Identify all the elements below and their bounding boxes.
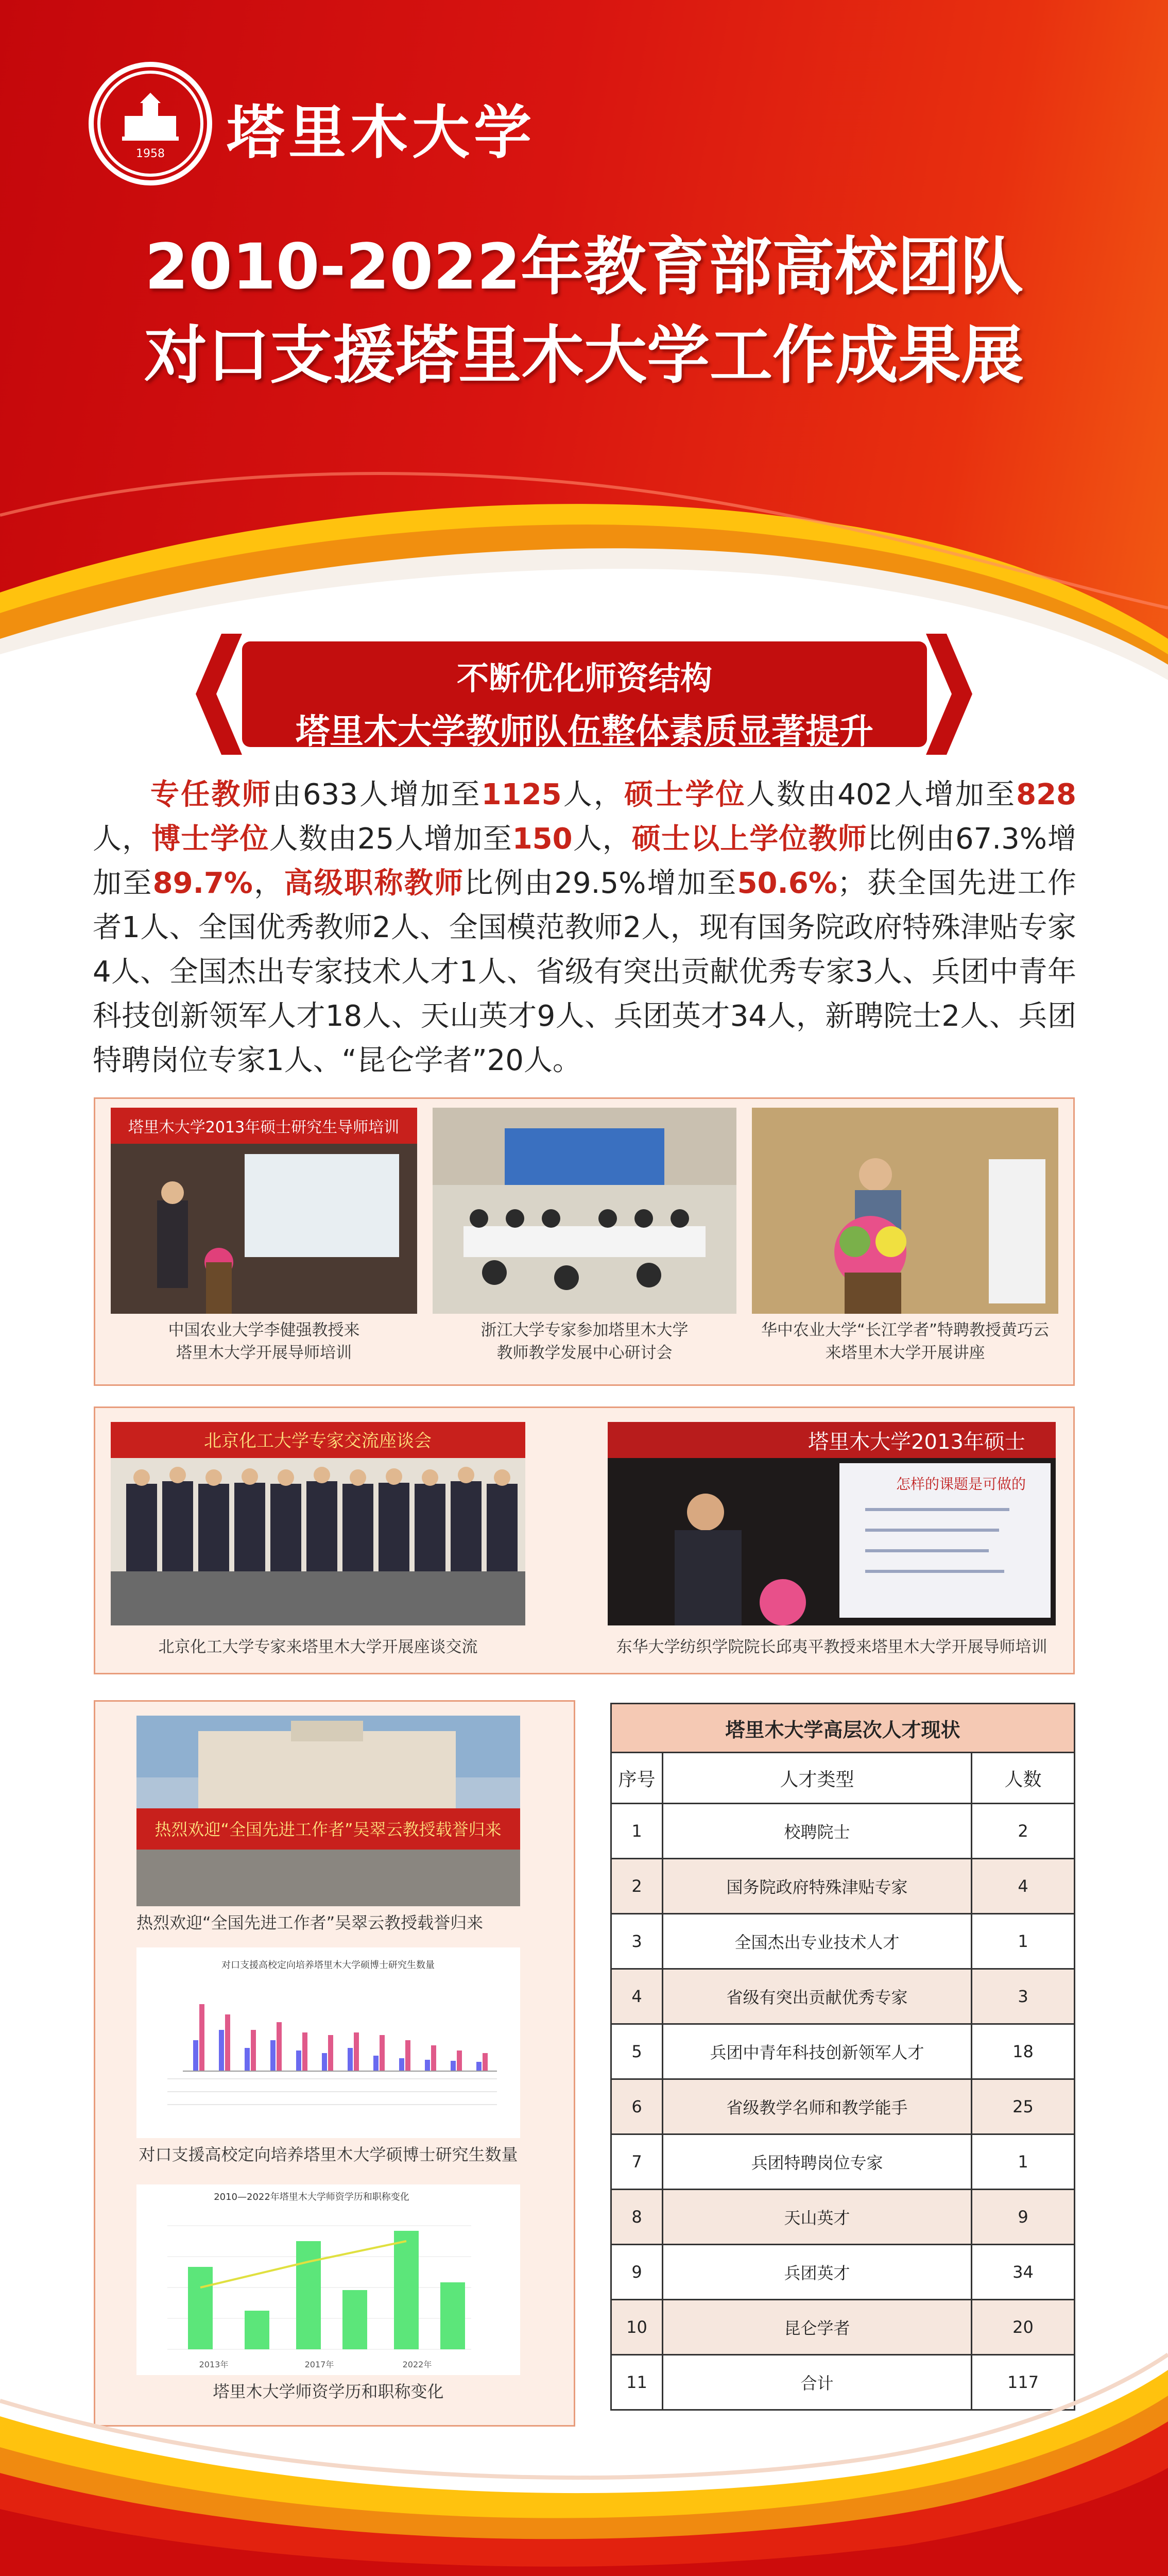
cell-type: 校聘院士 xyxy=(663,1804,972,1859)
caption-line1: 中国农业大学李健强教授来 xyxy=(168,1321,360,1340)
intro-seg: ， xyxy=(252,867,284,900)
cell-index: 6 xyxy=(611,2079,663,2134)
chart-title: 对口支援高校定向培养塔里木大学硕博士研究生数量 xyxy=(221,1960,435,1971)
photo-caption: 热烈欢迎“全国先进工作者”吴翠云教授载誉归来 xyxy=(136,1913,484,1933)
intro-seg: 1125 xyxy=(481,778,562,811)
footer-wave-decoration xyxy=(0,2339,1168,2576)
intro-seg: 人， xyxy=(572,822,632,856)
intro-seg: 828 xyxy=(1016,778,1077,811)
cell-index: 7 xyxy=(611,2134,663,2190)
cell-count: 117 xyxy=(972,2355,1075,2410)
cell-type: 昆仑学者 xyxy=(663,2300,972,2355)
photo-caption: 塔里木大学师资学历和职称变化 xyxy=(213,2382,444,2401)
photo-caption xyxy=(433,1319,736,1364)
cell-type: 兵团特聘岗位专家 xyxy=(663,2134,972,2190)
cell-index: 4 xyxy=(611,1969,663,2024)
table-row xyxy=(611,1804,1075,1859)
table-title: 塔里木大学高层次人才现状 xyxy=(611,1704,1075,1753)
photo-seminar-room xyxy=(433,1108,736,1314)
cell-index: 3 xyxy=(611,1914,663,1969)
intro-seg: 人， xyxy=(93,822,152,856)
x-axis-label: 2017年 xyxy=(304,2360,334,2369)
table-row xyxy=(611,2245,1075,2300)
cell-index: 11 xyxy=(611,2355,663,2410)
photo-banner-text: 塔里木大学2013年硕士 xyxy=(808,1430,1025,1454)
cell-count: 25 xyxy=(972,2079,1075,2134)
cell-index: 2 xyxy=(611,1859,663,1914)
photo-tutor-training xyxy=(608,1422,1056,1625)
talent-table xyxy=(610,1703,1075,2411)
section-banner-line1: 不断优化师资结构 xyxy=(456,659,712,697)
cell-count: 20 xyxy=(972,2300,1075,2355)
photo-group-forum xyxy=(111,1422,525,1625)
intro-seg: 硕士学位 xyxy=(624,778,746,811)
cell-count: 2 xyxy=(972,1804,1075,1859)
photo-banner-text: 塔里木大学2013年硕士研究生导师培训 xyxy=(128,1118,400,1137)
caption-line1: 华中农业大学“长江学者”特聘教授黄巧云 xyxy=(761,1321,1050,1340)
slide-title-text: 怎样的课题是可做的 xyxy=(896,1476,1026,1493)
intro-seg: 50.6% xyxy=(737,867,837,900)
cell-index: 9 xyxy=(611,2245,663,2300)
photo-caption xyxy=(752,1319,1058,1364)
section-banner-line2: 塔里木大学教师队伍整体素质显著提升 xyxy=(296,711,873,751)
caption-line2: 塔里木大学开展导师培训 xyxy=(176,1344,352,1362)
intro-seg: 由633人增加至 xyxy=(272,778,482,811)
photo-lecture-training xyxy=(111,1108,417,1314)
intro-seg: 人， xyxy=(561,778,625,811)
table-row xyxy=(611,2190,1075,2245)
cell-type: 兵团中青年科技创新领军人才 xyxy=(663,2024,972,2079)
intro-seg: 人数由402人增加至 xyxy=(746,778,1017,811)
caption-line1: 浙江大学专家参加塔里木大学 xyxy=(480,1321,689,1340)
cell-type: 天山英才 xyxy=(663,2190,972,2245)
svg-text:1958: 1958 xyxy=(136,147,165,160)
intro-seg: 硕士以上学位教师 xyxy=(631,822,867,856)
intro-seg: 专任教师 xyxy=(150,778,272,811)
cell-index: 8 xyxy=(611,2190,663,2245)
cell-count: 3 xyxy=(972,1969,1075,2024)
intro-seg: 博士学位 xyxy=(151,822,269,856)
photo-guest-lecture xyxy=(752,1108,1058,1314)
cell-index: 10 xyxy=(611,2300,663,2355)
table-row xyxy=(611,2024,1075,2079)
cell-type: 合计 xyxy=(663,2355,972,2410)
table-row xyxy=(611,2134,1075,2190)
cell-count: 34 xyxy=(972,2245,1075,2300)
photo-caption: 对口支援高校定向培养塔里木大学硕博士研究生数量 xyxy=(139,2145,518,2164)
intro-seg: ；获全国先进工作者1人、全国优秀教师2人、全国模范教师2人，现有国务院政府特殊津贴专家4人、全国杰出专家技术人才1人、省级有突出贡献优秀专家3人、兵团中青年科技创新领军人才18人、天山英才9人、兵团英才34人，新聘院士2人、兵团特聘岗位专家1人、“昆仑学者”20人。 xyxy=(93,867,1077,1077)
university-seal-icon xyxy=(89,62,212,185)
table-header-count: 人数 xyxy=(972,1753,1075,1804)
main-title-line1: 2010-2022年教育部高校团队 xyxy=(145,230,1023,303)
table-row xyxy=(611,1859,1075,1914)
cell-type: 国务院政府特殊津贴专家 xyxy=(663,1859,972,1914)
intro-seg: 比例由29.5%增加至 xyxy=(464,867,737,900)
intro-seg: 比例由67.3%增加至 xyxy=(93,822,1077,900)
photo-caption: 东华大学纺织学院院长邱夷平教授来塔里木大学开展导师培训 xyxy=(616,1638,1047,1656)
photo-caption: 北京化工大学专家来塔里木大学开展座谈交流 xyxy=(158,1638,478,1656)
main-title-line2: 对口支援塔里木大学工作成果展 xyxy=(144,319,1024,392)
table-row xyxy=(611,1969,1075,2024)
photo-banner-text: 北京化工大学专家交流座谈会 xyxy=(204,1431,432,1451)
cell-count: 1 xyxy=(972,1914,1075,1969)
intro-seg: 89.7% xyxy=(152,867,253,900)
section-banner xyxy=(242,641,927,751)
table-header-index: 序号 xyxy=(611,1753,663,1804)
cell-type: 全国杰出专业技术人才 xyxy=(663,1914,972,1969)
table-row xyxy=(611,1914,1075,1969)
cell-count: 18 xyxy=(972,2024,1075,2079)
cell-count: 9 xyxy=(972,2190,1075,2245)
photo-banner-text: 热烈欢迎“全国先进工作者”吴翠云教授载誉归来 xyxy=(154,1820,502,1839)
photo-caption xyxy=(111,1319,417,1364)
chart-title: 2010—2022年塔里木大学师资学历和职称变化 xyxy=(214,2192,409,2202)
cell-count: 4 xyxy=(972,1859,1075,1914)
x-axis-label: 2013年 xyxy=(199,2360,229,2369)
cell-index: 1 xyxy=(611,1804,663,1859)
caption-line2: 来塔里木大学开展讲座 xyxy=(825,1344,985,1362)
cell-type: 省级教学名师和教学能手 xyxy=(663,2079,972,2134)
x-axis-label: 2022年 xyxy=(402,2360,432,2369)
chart-graduate-students xyxy=(136,1947,520,2138)
table-row xyxy=(611,2079,1075,2134)
cell-index: 5 xyxy=(611,2024,663,2079)
chevron-left-icon xyxy=(196,634,242,755)
university-name: 塔里木大学 xyxy=(227,99,536,166)
cell-type: 兵团英才 xyxy=(663,2245,972,2300)
caption-line2: 教师教学发展中心研讨会 xyxy=(496,1344,673,1362)
chevron-right-icon xyxy=(926,634,972,755)
cell-type: 省级有突出贡献优秀专家 xyxy=(663,1969,972,2024)
intro-paragraph xyxy=(93,773,1076,1083)
photo-welcome-ceremony xyxy=(136,1716,520,1906)
intro-seg: 高级职称教师 xyxy=(284,867,465,900)
table-header-type: 人才类型 xyxy=(663,1753,972,1804)
intro-seg: 人数由25人增加至 xyxy=(269,822,512,856)
intro-seg: 150 xyxy=(512,822,573,856)
header-banner xyxy=(0,0,1168,685)
cell-count: 1 xyxy=(972,2134,1075,2190)
